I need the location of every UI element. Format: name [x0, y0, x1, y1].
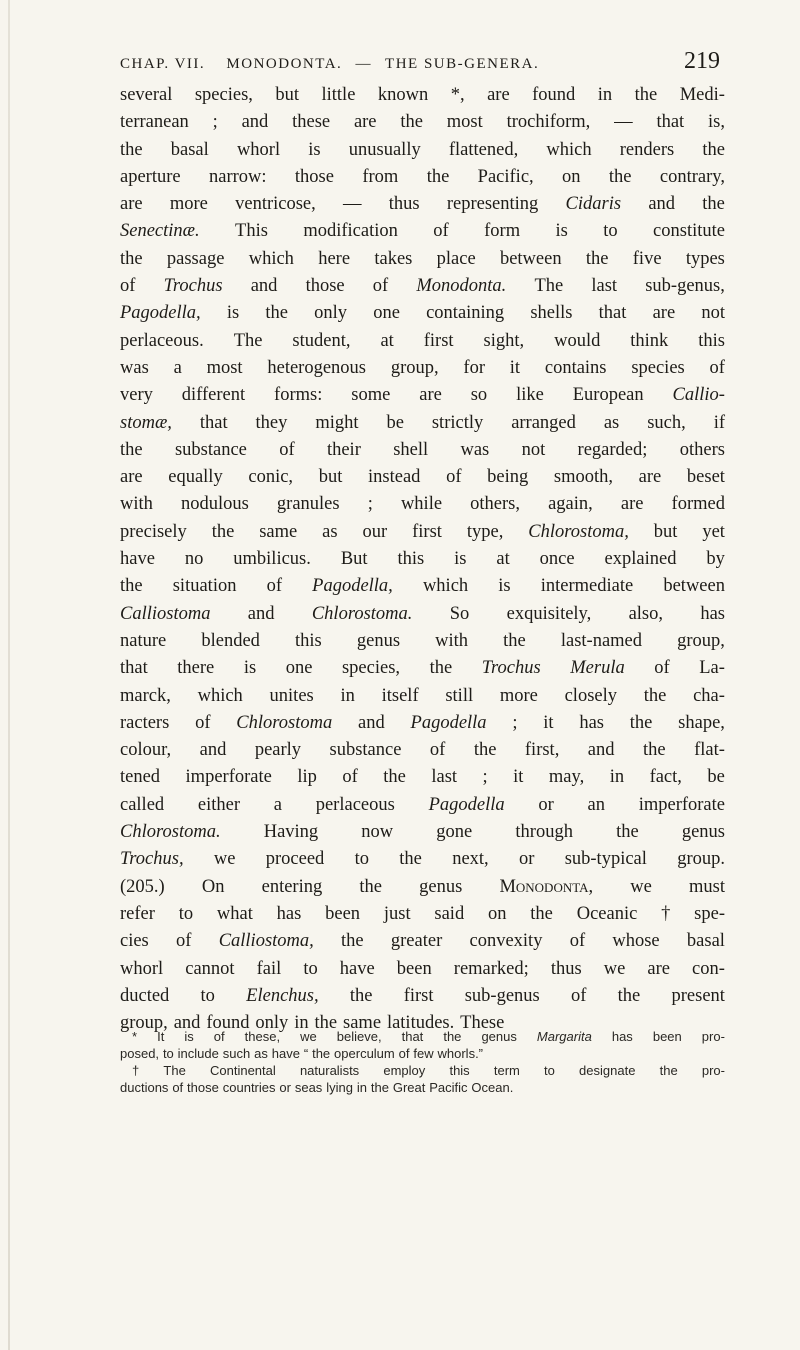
text-line: stomæ, that they might be strictly arranged as such, if: [120, 412, 725, 433]
text-line: the substance of their shell was not regarded; others: [120, 439, 725, 460]
page-number: 219: [684, 48, 720, 74]
text-line: the situation of Pagodella, which is intermediate between: [120, 576, 725, 597]
text-line: cies of Calliostoma, the greater convexity of whose basal: [120, 931, 725, 952]
text-line: with nodulous granules ; while others, again, are formed: [120, 494, 725, 515]
page-edge: [8, 0, 10, 1350]
text-line: aperture narrow: those from the Pacific, on the contrary,: [120, 166, 725, 187]
text-line: Trochus, we proceed to the next, or sub-typical group.: [120, 849, 725, 870]
text-line: colour, and pearly substance of the first, and the flat-: [120, 740, 725, 761]
text-line: nature blended this genus with the last-named group,: [120, 630, 725, 651]
text-line: group, and found only in the same latitudes. These: [120, 1013, 505, 1034]
footnote-line: † The Continental naturalists employ this term to designate the pro-: [132, 1063, 725, 1078]
text-line: Calliostoma and Chlorostoma. So exquisitely, also, has: [120, 603, 725, 624]
body-text: [120, 82, 725, 1037]
text-line: several species, but little known *, are found in the Medi-: [120, 85, 725, 105]
text-line: whorl cannot fail to have been remarked; thus we are con-: [120, 958, 725, 979]
text-line: precisely the same as our first type, Chlorostoma, but yet: [120, 521, 725, 542]
text-line: was a most heterogenous group, for it contains species of: [120, 357, 725, 378]
text-line: refer to what has been just said on the Oceanic † spe-: [120, 903, 725, 924]
header-dash: —: [355, 56, 373, 72]
text-line: are more ventricose, — thus representing Cidaris and the: [120, 194, 725, 215]
text-line: tened imperforate lip of the last ; it may, in fact, be: [120, 767, 725, 788]
text-line: ducted to Elenchus, the first sub-genus of the present: [120, 985, 725, 1006]
text-line: the passage which here takes place between the five types: [120, 248, 725, 269]
footnote-line: ductions of those countries or seas lying in the Great Pacific Ocean.: [120, 1080, 514, 1095]
text-line: very different forms: some are so like European Callio-: [120, 385, 725, 406]
page-header: [120, 48, 720, 75]
footnote-line: * It is of these, we believe, that the genus Margarita has been pro-: [132, 1029, 725, 1044]
text-line: the basal whorl is unusually flattened, which renders the: [120, 139, 725, 160]
text-line: called either a perlaceous Pagodella or an imperforate: [120, 794, 725, 815]
section-label: MONODONTA.: [226, 56, 343, 72]
text-line: of Trochus and those of Monodonta. The last sub-genus,: [120, 276, 725, 297]
chapter-label: CHAP. VII.: [120, 56, 206, 72]
text-line: Chlorostoma. Having now gone through the genus: [120, 822, 725, 843]
text-line: marck, which unites in itself still more closely the cha-: [120, 685, 725, 706]
subtitle-label: THE SUB-GENERA.: [385, 56, 540, 72]
text-line: are equally conic, but instead of being smooth, are beset: [120, 467, 725, 488]
text-line: racters of Chlorostoma and Pagodella ; it has the shape,: [120, 712, 725, 733]
text-line: (205.) On entering the genus Monodonta, we must: [120, 876, 725, 897]
text-line: Pagodella, is the only one containing shells that are not: [120, 303, 725, 324]
text-line: perlaceous. The student, at first sight, would think this: [120, 330, 725, 351]
text-line: that there is one species, the Trochus Merula of La-: [120, 658, 725, 679]
text-line: terranean ; and these are the most trochiform, — that is,: [120, 112, 725, 133]
running-head: [120, 56, 539, 73]
text-line: have no umbilicus. But this is at once explained by: [120, 549, 725, 570]
footnote-line: posed, to include such as have “ the operculum of few whorls.”: [120, 1046, 484, 1061]
footnotes: [120, 1028, 725, 1096]
text-line: Senectinæ. This modification of form is to constitute: [120, 221, 725, 242]
